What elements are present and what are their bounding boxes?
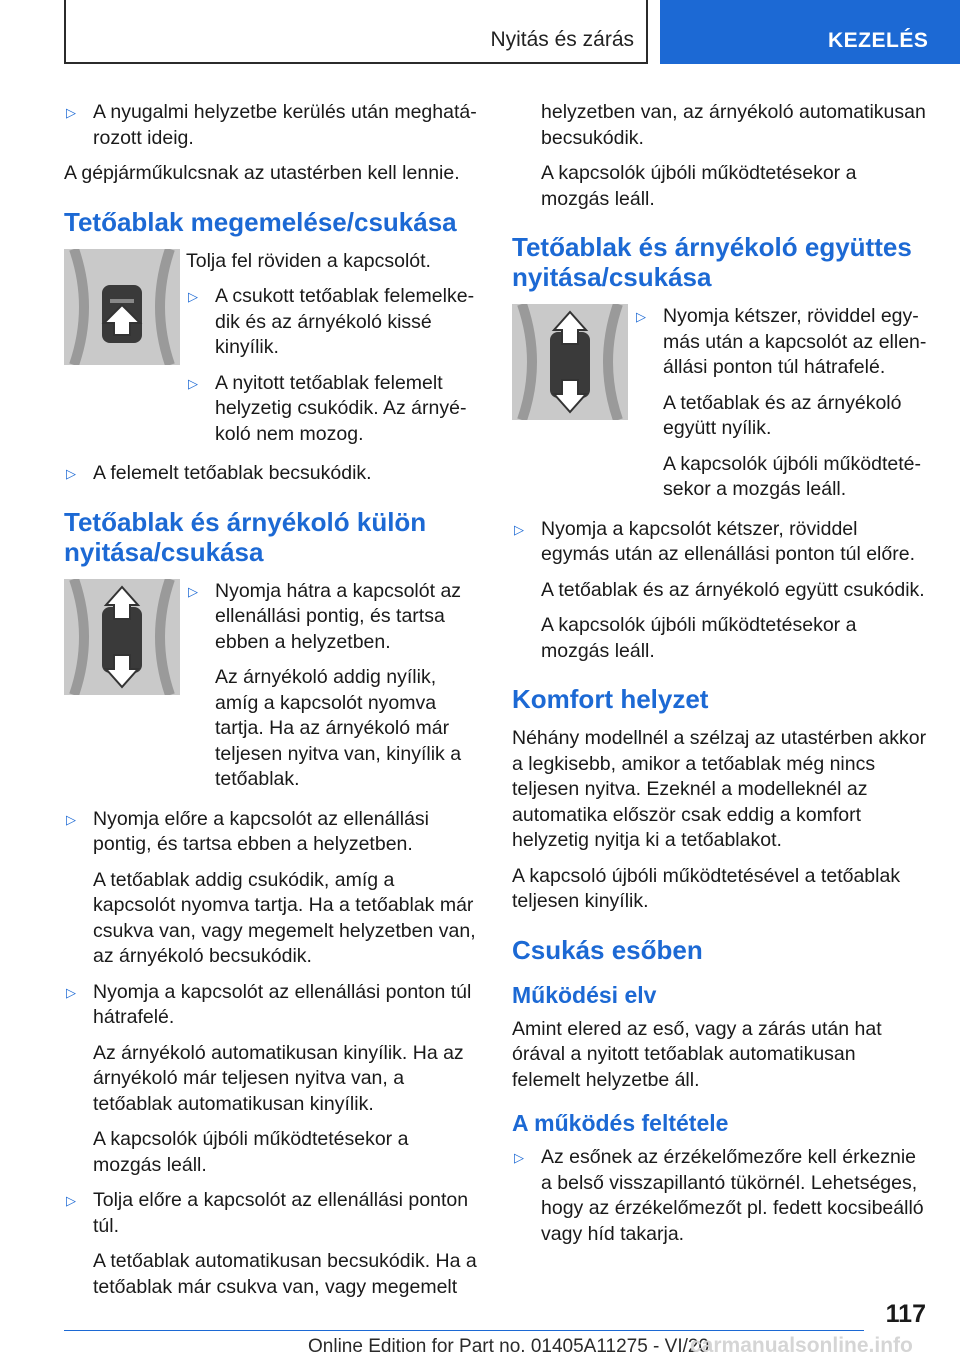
triangle-bullet-icon: ▷	[66, 105, 76, 120]
list-item: ▷ Nyomja előre a kapcsolót az ellenállási pontig, és tartsa ebben a helyzetben.	[64, 807, 478, 858]
triangle-bullet-icon: ▷	[66, 1193, 76, 1208]
together-figure-row: ▷ Nyomja kétszer, röviddel egymás után a kapcsolót az ellenállási ponton túl hátrafelé. A tetőablak és az árnyékoló együtt nyílik. A kapcsolók újbóli működtetésekor a mozgás leáll.	[512, 304, 928, 513]
heading-condition: A működés feltétele	[512, 1110, 729, 1136]
list-item: ▷ Nyomja a kapcsolót kétszer, röviddel egymás után az ellenállási ponton túl előre.	[512, 517, 928, 568]
list-item: ▷ A felemelt tetőablak becsukódik.	[64, 461, 478, 487]
paragraph: Amint elered az eső, vagy a zárás után hat órával a nyitott tetőablak automatikusan felemelt helyzetbe áll.	[512, 1017, 882, 1091]
watermark: carmanualsonline.info	[690, 1334, 913, 1357]
paragraph: A kapcsoló újbóli működtetésével a tetőablak teljesen kinyílik.	[512, 864, 901, 912]
page-number: 117	[885, 1300, 926, 1328]
heading-rain: Csukás esőben	[512, 934, 703, 965]
heading-tilt: Tetőablak megemelése/csukása	[64, 206, 457, 237]
list-item: ▷ A nyugalmi helyzetbe kerülés után meghatározott ideig.	[64, 100, 478, 151]
heading-separate: Tetőablak és árnyékoló külön nyitása/csukása	[64, 506, 427, 567]
heading-together: Tetőablak és árnyékoló együttes nyitása/csukása	[512, 232, 912, 292]
triangle-bullet-icon: ▷	[188, 375, 198, 391]
switch-tilt-image	[64, 249, 180, 365]
triangle-bullet-icon: ▷	[514, 1150, 524, 1165]
heading-principle: Működési elv	[512, 981, 657, 1008]
triangle-bullet-icon: ▷	[66, 984, 76, 1000]
list-item: ▷ Az esőnek az érzékelőmezőre kell érkeznie a belső visszapillantó tükörnél. Lehetséges, hogy az érzékelőmezőt pl. fedett kocsibeálló vagy híd takarja.	[512, 1145, 928, 1247]
triangle-bullet-icon: ▷	[188, 289, 198, 304]
triangle-bullet-icon: ▷	[188, 583, 198, 599]
left-column: ▷ A nyugalmi helyzetbe kerülés után meghatározott ideig. A gépjárműkulcsnak az utastérben kell lennie. Tetőablak megemelése/csukása Tolja fel röviden a kapcsolót. ▷ A csukott tetőablak felemelkedik és az árnyékoló kissé kinyílik. ▷ A nyitott tetőablak felemelt helyzetig csukódik. Az árnyékoló nem mozog. ▷ A felemelt tetőablak becsukódik. Tetőablak és árnyékoló külön nyitása/csukása ▷ Nyomja hátra a kapcsolót az ellenállási pontig, és tartsa ebben a helyzetben. Az árnyékoló addig nyílik, amíg a kapcsolót nyomva tartja. Ha az árnyékoló már teljesen nyitva van, kinyílik a tetőablak. ▷ Nyomja előre a kapcsolót az ellenállási pontig, és tartsa ebben a helyzetben. A tetőablak addig csukódik, amíg a kapcsolót nyomva tartja. Ha a tetőablak már csukva van, vagy megemelt helyzetben van, az árnyékoló becsukódik. ▷ Nyomja a kapcsolót az ellenállási ponton túl hátrafelé. Az árnyékoló automatikusan kinyílik. Ha az árnyékoló már teljesen nyitva van, a tetőablak automatikusan kinyílik. A kapcsolók újbóli működtetésekor a mozgás leáll. ▷ Tolja előre a kapcsolót az ellenállási ponton túl. A tetőablak automatikusan becsukódik. Ha a tetőablak már csukva van, vagy megemelt	[64, 101, 477, 1298]
header-chapter-box	[660, 0, 960, 64]
paragraph: A gépjárműkulcsnak az utastérben kell lennie.	[64, 162, 460, 184]
triangle-bullet-icon: ▷	[66, 466, 76, 481]
paragraph: Néhány modellnél a szélzaj az utastérben akkor a legkisebb, amikor a tetőablak még nincs teljesen nyitva. Ezeknél a modelleknél az automatika először csak eddig a komfort helyzetig nyitja ki a tetőablakot.	[512, 727, 927, 851]
list-item: ▷ Tolja előre a kapcsolót az ellenállási ponton túl.	[64, 1188, 478, 1239]
heading-comfort: Komfort helyzet	[512, 684, 709, 714]
list-item: ▷ A nyitott tetőablak felemelt helyzetig csukódik. Az árnyékoló nem mozog.	[186, 371, 478, 448]
chapter-title: KEZELÉS	[828, 29, 929, 52]
triangle-bullet-icon: ▷	[514, 521, 524, 537]
footer-divider	[64, 1330, 864, 1331]
list-item: ▷ Nyomja a kapcsolót az ellenállási ponton túl hátrafelé.	[64, 980, 478, 1031]
triangle-bullet-icon: ▷	[636, 309, 646, 324]
separate-figure-row: ▷ Nyomja hátra a kapcsolót az ellenállási pontig, és tartsa ebben a helyzetben. Az árnyékoló addig nyílik, amíg a kapcsolót nyomva tartja. Ha az árnyékoló már teljesen nyitva van, kinyílik a tetőablak.	[64, 579, 478, 803]
list-item: ▷ Nyomja hátra a kapcsolót az ellenállási pontig, és tartsa ebben a helyzetben.	[186, 579, 478, 656]
switch-separate-image	[64, 579, 180, 695]
header-section-box	[64, 0, 648, 64]
section-title: Nyitás és zárás	[490, 28, 634, 51]
edition-text: Online Edition for Part no. 01405A11275 - VI/20	[308, 1336, 710, 1357]
right-column: helyzetben van, az árnyékoló automatikusan becsukódik. A kapcsolók újbóli működtetésekor a mozgás leáll. Tetőablak és árnyékoló együttes nyitása/csukása ▷ Nyomja kétszer, röviddel egymás után a kapcsolót az ellenállási ponton túl hátrafelé. A tetőablak és az árnyékoló együtt nyílik. A kapcsolók újbóli működtetésekor a mozgás leáll. ▷ Nyomja a kapcsolót kétszer, röviddel egymás után az ellenállási ponton túl előre. A tetőablak és az árnyékoló együtt csukódik. A kapcsolók újbóli működtetésekor a mozgás leáll. Komfort helyzet Néhány modellnél a szélzaj az utastérben akkor a legkisebb, amikor a tetőablak még nincs teljesen nyitva. Ezeknél a modelleknél az automatika először csak eddig a komfort helyzetig nyitja ki a tetőablakot. A kapcsoló újbóli működtetésével a tetőablak teljesen kinyílik. Csukás esőben Működési elv Amint elered az eső, vagy a zárás után hat órával a nyitott tetőablak automatikusan felemelt helyzetbe áll. A működés feltétele ▷ Az esőnek az érzékelőmezőre kell érkeznie a belső visszapillantó tükörnél. Lehetséges, hogy az érzékelőmezőt pl. fedett kocsibeálló vagy híd takarja.	[512, 100, 928, 1257]
triangle-bullet-icon: ▷	[66, 811, 76, 827]
tilt-figure-row: Tolja fel röviden a kapcsolót. ▷ A csukott tetőablak felemelkedik és az árnyékoló kissé kinyílik. ▷ A nyitott tetőablak felemelt helyzetig csukódik. Az árnyékoló nem mozog.	[64, 249, 478, 458]
list-item: ▷ A csukott tetőablak felemelkedik és az árnyékoló kissé kinyílik.	[186, 284, 478, 361]
list-item: ▷ Nyomja kétszer, röviddel egymás után a kapcsolót az ellenállási ponton túl hátrafelé.	[634, 304, 928, 381]
switch-together-image	[512, 304, 628, 420]
